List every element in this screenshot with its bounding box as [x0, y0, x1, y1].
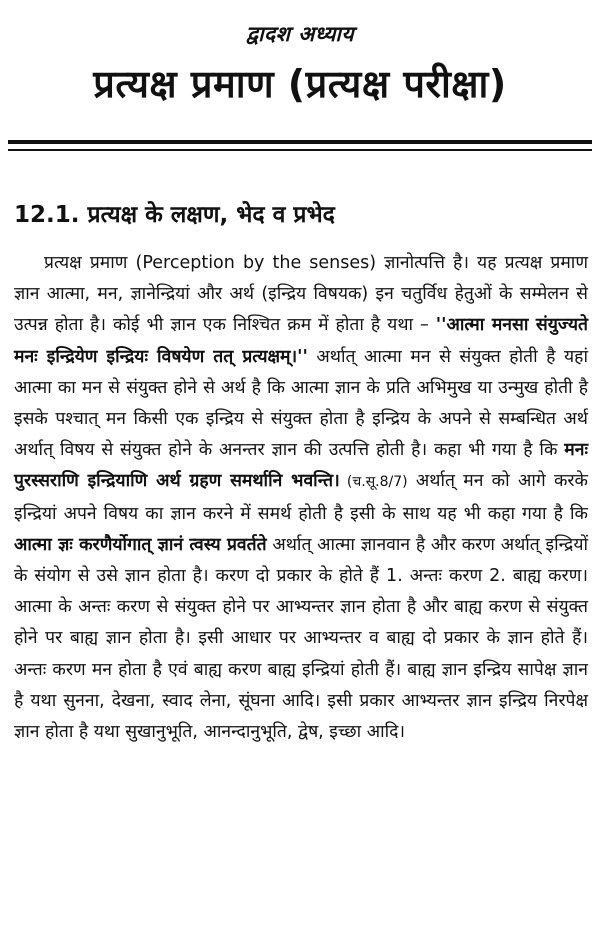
- sanskrit-quote: मनः पुरस्सराणि इन्द्रियाणि अर्थ ग्रहण समर्थानि भवन्ति।: [14, 440, 588, 492]
- text-segment: अर्थात् मन को आगे करके इन्द्रियां अपने विषय का ज्ञान करने में समर्थ होती है इसी के साथ यह भी कहा गया है कि: [14, 471, 588, 524]
- section-heading: 12.1. प्रत्यक्ष के लक्षण, भेद व प्रभेद: [14, 202, 335, 228]
- chapter-title: प्रत्यक्ष प्रमाण (प्रत्यक्ष परीक्षा): [93, 62, 507, 106]
- text-segment: अर्थात् आत्मा ज्ञानवान है और करण अर्थात् इन्द्रियों के संयोग से उसे ज्ञान होता है। करण दो प्रकार के होते हैं 1. अन्तः करण 2. बाह्य करण। आत्मा के अन्तः करण से संयुक्त होने पर आभ्यन्तर ज्ञान होता है और बाह्य करण से संयुक्त होने पर बाह्य ज्ञान होता है। इसी आधार पर आभ्यन्तर व बाह्य दो प्रकार के ज्ञान होते हैं। अन्तः करण मन होता है एवं बाह्य करण बाह्य इन्द्रियां होती हैं। बाह्य ज्ञान इन्द्रिय सापेक्ष ज्ञान है यथा सुनना, देखना, स्वाद लेना, सूंघना आदि। इसी प्रकार आभ्यन्तर ज्ञान इन्द्रिय निरपेक्ष ज्ञान होता है यथा सुखानुभूति, आनन्दानुभूति, द्वेष, इच्छा आदि।: [14, 534, 589, 743]
- body-paragraph: [14, 248, 588, 748]
- text-segment: अर्थात् आत्मा मन से संयुक्त होती है यहां आत्मा का मन से संयुक्त होने से अर्थ है कि आत्मा ज्ञान के प्रति अभिमुख या उन्मुख होती है इसके पश्चात् मन किसी एक इन्द्रिय से संयुक्त होता है इन्द्रिय के अपने से सम्बन्धित अर्थ अर्थात् विषय से संयुक्त होने के अनन्तर ज्ञान की उत्पत्ति होती है। कहा भी गया है कि: [14, 346, 588, 461]
- sanskrit-quote: ''आत्मा मनसा संयुज्यते मनः इन्द्रियेण इन्द्रियः विषयेण तत् प्रत्यक्षम्।'': [14, 315, 588, 367]
- sanskrit-quote: आत्मा ज्ञः करणैर्योगात् ज्ञानं त्वस्य प्रवर्तते: [14, 534, 267, 555]
- citation: (च.सू.8/7): [339, 474, 408, 491]
- text-segment: प्रत्यक्ष प्रमाण (Perception by the senses) ज्ञानोत्पत्ति है। यह प्रत्यक्ष प्रमाण ज्ञान आत्मा, मन, ज्ञानेन्द्रियां और अर्थ (इन्द्रिय विषयक) इन चतुर्विध हेतुओं के सम्मेलन से उत्पन्न होता है। कोई भी ज्ञान एक निश्चित क्रम में होता है यथा –: [14, 253, 588, 336]
- title-rule-thin: [8, 149, 592, 151]
- title-rule-thick: [8, 140, 592, 144]
- chapter-label: द्वादश अध्याय: [246, 22, 354, 46]
